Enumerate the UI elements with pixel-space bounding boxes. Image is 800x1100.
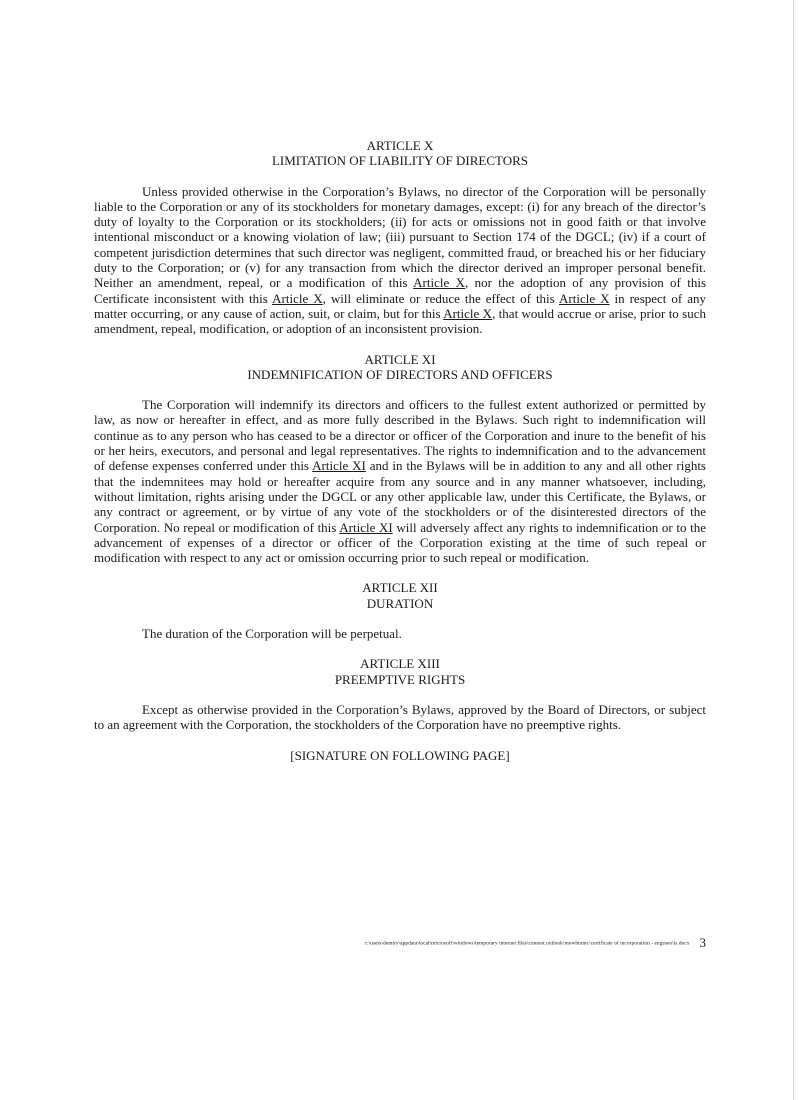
article-xi-reference: Article XI — [312, 458, 366, 474]
article-x-paragraph — [94, 184, 706, 337]
article-xii-heading — [94, 580, 706, 611]
article-xiii-paragraph: Except as otherwise provided in the Corporation’s Bylaws, approved by the Board of Directors, or subject to an agreement with the Corporation, the stockholders of the Corporation have no preemptive rights. — [94, 701, 706, 733]
article-xiii-subtitle: PREEMPTIVE RIGHTS — [334, 671, 466, 687]
article-xi-text-1: The Corporation will indemnify its directors and officers to the fullest extent authorized or permitted by law, as now or hereafter in effect, and as more fully described in the Bylaws. Such right to indemnification will continue as to any person who has ceased to be a director or officer of the Corporation and inure to the benefit of his or her heirs, executors, and personal and legal representatives. The rights to indemnification and to the advancement of defense expenses conferred under this — [94, 397, 706, 474]
article-x-text-5: , that would accrue or arise, prior to such amendment, repeal, modification, or adoption of an inconsistent provision. — [94, 305, 707, 337]
page-number: 3 — [699, 935, 706, 951]
article-x-text-4: in respect of any matter occurring, or any cause of action, suit, or claim, but for this — [94, 290, 707, 321]
document-body — [94, 138, 706, 763]
article-xi-reference: Article XI — [339, 519, 393, 535]
article-xii-paragraph: The duration of the Corporation will be perpetual. — [142, 626, 402, 642]
article-x-text-2: , nor the adoption of any provision of this Certificate inconsistent with this — [94, 275, 706, 306]
signature-note: [SIGNATURE ON FOLLOWING PAGE] — [290, 747, 510, 763]
article-xi-paragraph — [94, 397, 706, 565]
article-x-subtitle: LIMITATION OF LIABILITY OF DIRECTORS — [271, 153, 529, 169]
article-xi-title: ARTICLE XI — [364, 351, 436, 367]
article-x-title: ARTICLE X — [366, 138, 434, 153]
article-xi-text-3: will adversely affect any rights to indemnification or to the advancement of expenses of a director or officer of the Corporation existing at the time of such repeal or modification with respect to any act or omission occurring prior to such repeal or modification. — [94, 519, 707, 566]
article-xiii-heading — [94, 656, 706, 687]
article-x-reference: Article X — [413, 275, 465, 291]
article-xii-title: ARTICLE XII — [362, 580, 438, 596]
page-footer — [94, 934, 706, 952]
article-x-heading — [94, 138, 706, 169]
article-x-text-1: Unless provided otherwise in the Corporation’s Bylaws, no director of the Corporation will be personally liable to the Corporation or any of its stockholders for monetary damages, except: (i) for any breach of the director’s duty of loyalty to the Corporation or its stockholders; (ii) for acts or omissions not in good faith or that involve intentional misconduct or a knowing violation of law; (iii) pursuant to Section 174 of the DGCL; (iv) if a court of competent jurisdiction determines that such director was negligent, committed fraud, or breached his or her fiduciary duty to the Corporation; or (v) for any transaction from which the director derived an improper personal benefit. Neither an amendment, repeal, or a modification of this — [94, 183, 706, 291]
article-xi-text-2: and in the Bylaws will be in addition to any and all other rights that the indemnitees may hold or hereafter acquire from any source and in any manner whatsoever, including, without limitation, rights arising under the DGCL or any other applicable law, under this Certificate, the Bylaws, or any contract or agreement, or by virtue of any vote of the stockholders or of the disinterested directors of the Corporation. No repeal or modification of this — [94, 458, 706, 535]
page-edge — [793, 0, 794, 1100]
article-xiii-title: ARTICLE XIII — [360, 656, 440, 672]
article-x-reference: Article X — [272, 290, 323, 306]
article-xii-subtitle: DURATION — [366, 595, 434, 611]
article-xi-heading — [94, 352, 706, 383]
footer-file-path: c:\users\demtry\appdata\local\microsoft\windows\temporary internet files\content.outlook\mowhtomc\certificate of incorporation - engeseo\is.docx — [364, 940, 690, 947]
article-x-reference: Article X — [443, 305, 493, 321]
article-x-reference: Article X — [559, 290, 610, 306]
article-xi-subtitle: INDEMNIFICATION OF DIRECTORS AND OFFICERS — [247, 366, 553, 382]
article-x-text-3: , will eliminate or reduce the effect of this — [322, 290, 560, 306]
